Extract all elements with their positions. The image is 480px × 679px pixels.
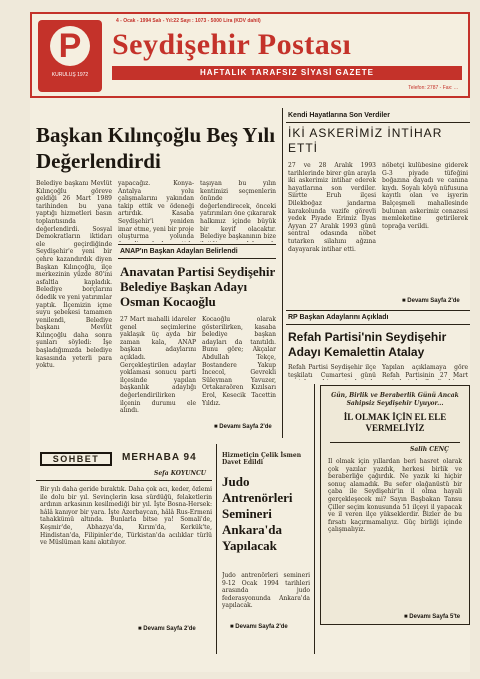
il-olmak-body: İl olmak için yıllardan beri hasret olarak çok yazılar yazdık, herkesi birlik ve beraberliğe çağırdık. Ne yazık ki hiçbir sonuç alamadık. Bu sefer olağanüstü bir çaba ile Seydişehir'in il olma hayali gerçekleşecek mi? Sayın Başbakan Tansu Çiller seçim konusunda 51 ilçeyi il yapacak ve il veren ilçe yükseklerdir. Bizler de bu fırsatı kaçırmamalıyız. Güç birliği içinde çalışmalıyız.	[328, 458, 462, 534]
masthead-footer: Telefon: 2787 - Fax: ...	[408, 85, 458, 91]
newspaper-page	[30, 12, 470, 672]
judo-continued: ■ Devamı Sayfa 2'de	[230, 624, 288, 630]
judo-kicker: Hizmetiçin Çelik İsmen Davet Edildi	[222, 452, 302, 466]
lower-divider-2	[314, 384, 315, 654]
sohbet-body: Bir yılı daha geride bıraktık. Daha çok acı, keder, özlemi ile dolu bir yıl. Sevinçlerin kısa sürdüğü, felaketlerin ardının arkasının kesilmediği bir yıl. İşte Bosna-Hersek: hâlâ kanıyor bir yara. İşte Azerbaycan, hâlâ Rus-Ermeni tahakkümü altında. Bunlarla bitse ya! Somali'de, Keşmir'de, Abhazya'da, Kırım'da, Kerkük'te, Hindistan'da, Filipinler'de, Türkistan'da acılıklar türlü ve Müslüman kanı akıtılıyor.	[40, 486, 212, 547]
soldiers-rule	[286, 122, 470, 123]
rp-rule-bottom	[286, 324, 470, 325]
issue-line: 4 - Ocak - 1994 Salı - Yıl:22 Sayı : 1073 - 5000 Lira (KDV dahil)	[116, 18, 261, 24]
lead-col-1: Belediye başkanı Mevlüt Kılınçoğlu göreve geldiği 26 Mart 1989 tarihinden bu yana yaptığı hizmetleri basın toplantısında değerlendirdi. Sosyal Demokratların iktidarı ele geçirdiğinde Seydişehir'e yeni bir çehre kazandırdık diyen Başkan Kılınçoğlu, ilçe merkezinin yüzde 80'ini asfaltla kapladık. Belediye borçlarını ödedik ve yeni yatırımlar yaptık. İlçemizin içme suyu şebekesi tamamen yenilendi, Belediye başkanı Mevlüt Kılınçoğlu daha sonra şunları söyledi: İşe başladığımızda belediye kasasında yeterli para yoktu.	[36, 180, 112, 370]
il-olmak-author: Salih CENÇ	[410, 446, 449, 453]
rp-col-2: Yapılan açıklamaya göre Refah Partisinin 27 Mart	[382, 364, 468, 379]
lead-headline: Başkan Kılınçoğlu Beş Yılı Değerlendirdi	[36, 123, 276, 173]
lower-divider-1	[216, 444, 217, 654]
lead-col-3: taşıyan bu yılın kentimizi seçmenlerin önünde değerlendirecek, önceki yatırımları öne çıkararak halkımız içinde büyük bir keyif olacaktır. Belediye başkanının bize	[200, 180, 276, 241]
judo-body: Judo antrenörleri semineri 9-12 Ocak 1994 tarihleri arasında judo federasyonunda Ankara'da yapılacak.	[222, 572, 310, 610]
lead-col-2: yapacağız. Konya-Antalya yolu çalışmalarını yakından takip ettik ve ödeneği artırdık. Kasaba Seydişehir'i yeniden imar etme, yeni bir proje oluşturma yolunda	[118, 180, 194, 241]
rp-headline: Refah Partisi'nin Seydişehir Adayı Kemalettin Atalay	[288, 330, 447, 359]
il-olmak-headline: İL OLMAK İÇİN EL ELE VERMELİYİZ	[343, 412, 447, 433]
judo-headline: Judo Antrenörleri Semineri Ankara'da Yapılacak	[222, 474, 293, 553]
il-olmak-continued: ■ Devamı Sayfa 5'te	[404, 614, 461, 620]
sohbet-title: MERHABA 94	[122, 452, 197, 463]
sohbet-author: Sefa KOYUNCU	[154, 470, 206, 477]
anap-headline: Anavatan Partisi Seydişehir Belediye Başkan Adayı Osman Kocaoğlu	[120, 264, 276, 309]
sohbet-continued: ■ Devamı Sayfa 2'de	[138, 626, 196, 632]
soldiers-col-1: 27 ve 28 Aralık 1993 tarihlerinde birer gün arayla iki askerimiz intihar ederek hayatlarına son verdiler. Siirtte Eruh ilçesi Dilekboğaz jandarma karakolunda vazife görevli yedek Piyade Erimiz İlyas Ayyan 27 Aralık 1993 günü sentral odasında nöbet tutarken silahını ağzına dayayarak intihar etti.	[288, 162, 376, 253]
anap-col-1: 27 Mart mahalli idareler genel seçimlerine yaklaşık üç ayda bir zaman kala, ANAP başkan adaylarını açıkladı. Gerçekleştirilen adaylar yoklaması sonucu parti ilçesinde yapılan başkanlık adaylığı değerlendirilirken ilçenin durumu ele alındı.	[120, 316, 196, 415]
logo	[38, 20, 102, 92]
il-olmak-kicker: Gün, Birlik ve Beraberlik Günü Ancak Sahipsiz Seydişehir Uyuyor...	[331, 392, 459, 407]
soldiers-headline: İKİ ASKERİMİZ İNTİHAR ETTİ	[288, 126, 443, 155]
masthead	[30, 12, 470, 98]
sohbet-label: SOHBET	[40, 452, 112, 466]
anap-continued: ■ Devamı Sayfa 2'de	[214, 424, 272, 430]
rp-section-label: RP Başkan Adaylarını Açıkladı	[288, 314, 389, 321]
anap-section-label: ANAP'ın Başkan Adayları Belirlendi	[120, 248, 238, 255]
soldiers-section-label: Kendi Hayatlarına Son Verdiler	[288, 112, 390, 119]
logo-letter: P	[50, 26, 90, 66]
il-olmak-rule	[330, 442, 460, 443]
logo-caption: KURULUŞ 1972	[51, 72, 89, 78]
newspaper-subtitle: HAFTALIK TARAFSIZ SİYASİ GAZETE	[200, 68, 374, 77]
soldiers-continued: ■ Devamı Sayfa 2'de	[402, 298, 460, 304]
sohbet-rule	[36, 480, 212, 481]
anap-rule-bottom	[118, 258, 276, 259]
rp-col-1: Refah Partisi Seydişehir ilçe teşkilatı Cumartesi günü	[288, 364, 376, 379]
anap-rule-top	[118, 244, 276, 245]
rp-rule-top	[286, 310, 470, 311]
column-divider	[282, 108, 283, 438]
soldiers-col-2: nöbetçi kulübesine giderek G-3 piyade tüfeğini boğazına dayadı ve canına kıydı. Soyalı köyü nüfusuna kayıtlı olan ve işyerin Balçeşmeli mahallesinde bulunan askerimiz cenazesi memleketine getirilerek toprağa verildi.	[382, 162, 468, 230]
anap-col-2: Kocaoğlu olarak gösterilirken, kasaba belediye başkan adayları da tanıtıldı. Bunu göre; Akçalar Abdullah Tekçe, Bostandere Yakup İncecol, Gevrekli Süleyman Yavuzer, Ortakaraören Kızılsarı Erol, Kesecik Tacettin Yıldız.	[202, 316, 276, 407]
newspaper-title: Seydişehir Postası	[112, 28, 352, 61]
subtitle-band	[112, 66, 462, 80]
